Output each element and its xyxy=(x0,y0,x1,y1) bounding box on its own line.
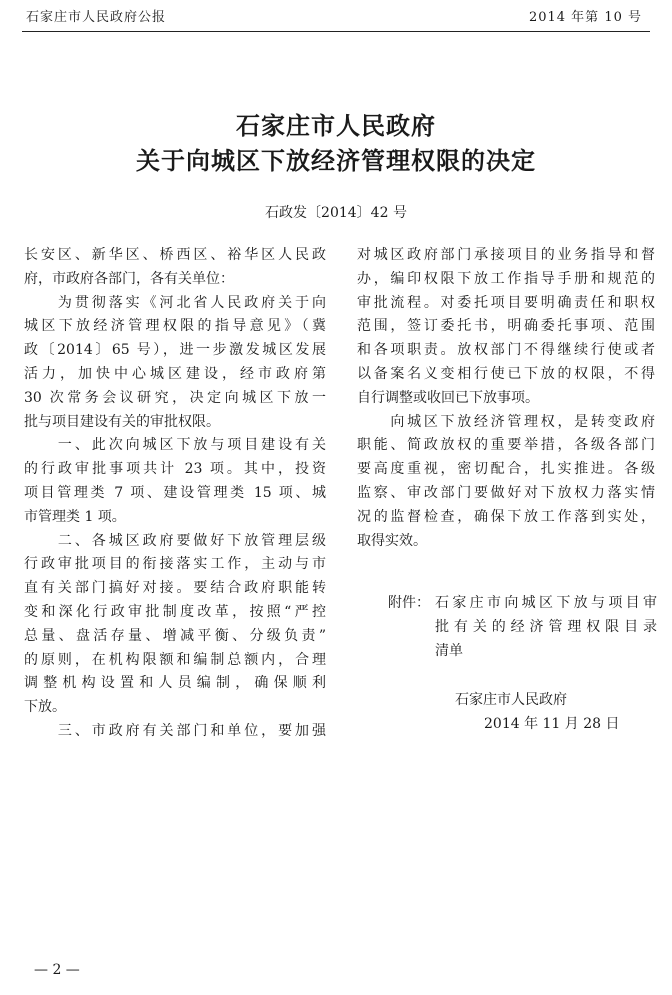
attachment-text xyxy=(435,592,657,663)
body-line: 的原则，在机构限额和编制总额内，合理 xyxy=(24,651,326,668)
body-line: 变和深化行政审批制度改革，按照“严控 xyxy=(24,603,326,620)
body-line: 下放。 xyxy=(24,699,66,716)
body-right-column xyxy=(357,244,655,553)
body-line: 以备案名义变相行使已下放的权限，不得 xyxy=(357,365,655,382)
body-line: 要高度重视，密切配合，扎实推进。各级 xyxy=(357,461,655,478)
body-line: 活力，加快中心城区建设，经市政府第 xyxy=(24,365,326,382)
attachment-line: 批有关的经济管理权限目录 xyxy=(435,618,657,635)
body-line: 长安区、新华区、桥西区、裕华区人民政 xyxy=(24,247,326,263)
publication-name: 石家庄市人民政府公报 xyxy=(26,10,167,25)
body-line: 审批流程。对委托项目要明确责任和职权 xyxy=(357,294,655,311)
body-line: 监察、审改部门要做好对下放权力落实情 xyxy=(357,484,655,501)
body-line: 为贯彻落实《河北省人民政府关于向 xyxy=(24,294,326,311)
document-title-line-1: 石家庄市人民政府 xyxy=(236,111,436,140)
body-line: 政〔2014〕65 号），进一步激发城区发展 xyxy=(24,342,326,359)
signature-date: 2014 年 11 月 28 日 xyxy=(484,716,620,732)
attachment-line: 清单 xyxy=(435,642,463,659)
body-line: 三、市政府有关部门和单位，要加强 xyxy=(24,722,326,739)
body-line: 的行政审批事项共计 23 项。其中，投资 xyxy=(24,461,326,478)
body-line: 项目管理类 7 项、建设管理类 15 项、城 xyxy=(24,484,326,501)
body-line: 市管理类 1 项。 xyxy=(24,508,126,525)
document-title-line-2: 关于向城区下放经济管理权限的决定 xyxy=(136,146,536,175)
body-line: 直有关部门搞好对接。要结合政府职能转 xyxy=(24,580,326,597)
body-line: 对城区政府部门承接项目的业务指导和督 xyxy=(357,247,655,263)
body-line: 范围，签订委托书，明确委托事项、范围 xyxy=(357,318,655,335)
body-line: 自行调整或收回已下放事项。 xyxy=(357,389,539,406)
body-line: 一、此次向城区下放与项目建设有关 xyxy=(24,437,326,454)
signature-organization: 石家庄市人民政府 xyxy=(455,692,567,708)
issue-number: 2014 年第 10 号 xyxy=(528,10,642,25)
body-line: 批与项目建设有关的审批权限。 xyxy=(24,413,220,430)
body-line: 向城区下放经济管理权，是转变政府 xyxy=(357,413,655,430)
body-line: 府，市政府各部门，各有关单位： xyxy=(24,270,234,287)
body-left-column xyxy=(24,244,326,744)
body-line: 和各项职责。放权部门不得继续行使或者 xyxy=(357,342,655,359)
body-line: 30 次常务会议研究，决定向城区下放一 xyxy=(24,389,326,406)
body-line: 行政审批项目的衔接落实工作，主动与市 xyxy=(24,556,326,573)
attachment-label: 附件： xyxy=(388,595,430,611)
body-line: 调整机构设置和人员编制，确保顺利 xyxy=(24,675,326,692)
body-line: 城区下放经济管理权限的指导意见》（冀 xyxy=(24,318,326,335)
document-number: 石政发〔2014〕42 号 xyxy=(265,205,407,221)
attachment-line: 石家庄市向城区下放与项目审 xyxy=(435,595,657,611)
body-line: 总量、盘活存量、增减平衡、分级负责” xyxy=(24,627,326,644)
body-line: 办，编印权限下放工作指导手册和规范的 xyxy=(357,270,655,287)
page-number: — 2 — xyxy=(34,962,80,978)
body-line: 况的监督检查，确保下放工作落到实处， xyxy=(357,508,655,525)
body-line: 职能、简政放权的重要举措，各级各部门 xyxy=(357,437,655,454)
header-rule xyxy=(22,31,650,32)
body-line: 取得实效。 xyxy=(357,532,427,549)
body-line: 二、各城区政府要做好下放管理层级 xyxy=(24,532,326,549)
